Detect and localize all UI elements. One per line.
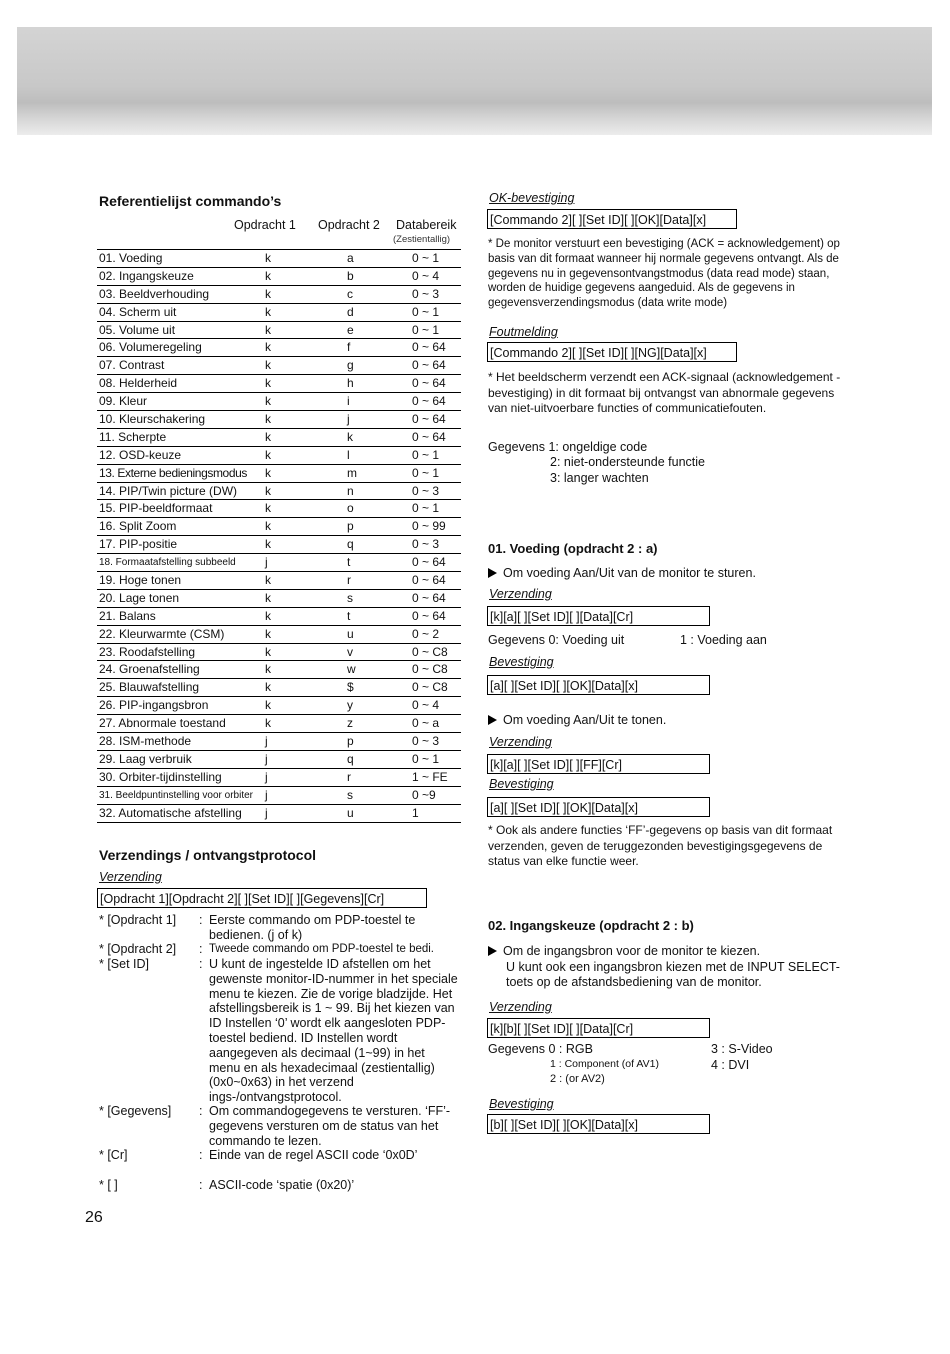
opdracht-2-value: u [347,805,354,820]
table-row [97,697,461,715]
opdracht-1-value: k [265,698,271,713]
voeding-bullet-2: Om voeding Aan/Uit te tonen. [488,713,666,728]
header-databereik: Databereik [396,218,457,232]
ingang-g4: 4 : DVI [711,1058,750,1072]
ingang-bullet-1: Om de ingangsbron voor de monitor te kiezen. [488,944,760,959]
table-row [97,339,461,357]
table-row [97,554,461,572]
opdracht-1-value: k [265,716,271,731]
command-table [97,249,461,823]
note-colon: : [199,913,203,927]
voeding-verzending-label: Verzending [489,587,552,601]
opdracht-1-value: j [265,555,268,570]
range-value: 0 ~ 1 [412,751,440,766]
section-voeding-title: 01. Voeding (opdracht 2 : a) [488,541,658,556]
opdracht-2-value: q [347,751,354,766]
header-opdracht-1: Opdracht 1 [234,218,296,232]
voeding-verzending-label-2: Verzending [489,735,552,749]
table-row [97,518,461,536]
ingang-g1: 1 : Component (of AV1) [550,1058,659,1070]
opdracht-2-value: t [347,608,351,623]
command-name: 15. PIP-beeldformaat [99,501,213,516]
opdracht-1-value: j [265,805,268,820]
note-colon: : [199,942,203,956]
page-number: 26 [85,1209,103,1226]
table-row [97,447,461,465]
command-name: 18. Formaatafstelling subbeeld [99,557,236,569]
command-name: 22. Kleurwarmte (CSM) [99,626,225,641]
command-name: 17. PIP-positie [99,537,178,552]
ingang-verzending-label: Verzending [489,1000,552,1014]
err-note: * Het beeldscherm verzendt een ACK-signaal (acknowledgement - bevestiging) in dit formaat bij ontvangst van abnormale gegevens van niet-uitvoerbare functies of communicatiefouten. [488,370,841,415]
command-name: 05. Volume uit [99,322,176,337]
opdracht-1-value: k [265,573,271,588]
command-name: 11. Scherpte [99,429,167,444]
err-label: Foutmelding [489,325,558,339]
range-value: 0 ~ 2 [412,626,440,641]
voeding-bevestiging-label: Bevestiging [489,655,554,669]
command-name: 04. Scherm uit [99,304,177,319]
header-banner [17,27,932,135]
range-value: 0 ~ 64 [412,394,446,409]
command-name: 08. Helderheid [99,376,178,391]
opdracht-2-value: g [347,358,354,373]
err-box: [Commando 2][ ][Set ID][ ][NG][Data][x] [487,342,737,362]
opdracht-2-value: r [347,769,351,784]
opdracht-2-value: r [347,573,351,588]
table-row [97,322,461,340]
table-row [97,644,461,662]
opdracht-1-value: k [265,268,271,283]
range-value: 0 ~ 4 [412,268,440,283]
command-name: 10. Kleurschakering [99,412,206,427]
range-value: 0 ~ 1 [412,322,440,337]
opdracht-1-value: j [265,769,268,784]
range-value: 0 ~ 64 [412,412,446,427]
table-row [97,590,461,608]
range-value: 0 ~ a [412,716,440,731]
err-g2: 2: niet-ondersteunde functie [550,455,705,469]
table-row [97,500,461,518]
opdracht-2-value: o [347,501,354,516]
table-row [97,679,461,697]
command-name: 28. ISM-methode [99,734,192,749]
note-value: Tweede commando om PDP-toestel te bedi. [209,943,435,955]
opdracht-1-value: j [265,734,268,749]
range-value: 0 ~ 64 [412,608,446,623]
reference-list-title: Referentielijst commando’s [99,193,282,209]
opdracht-2-value: i [347,394,350,409]
range-value: 0 ~ 1 [412,465,440,480]
opdracht-2-value: c [347,286,353,301]
opdracht-2-value: y [347,698,353,713]
opdracht-2-value: z [347,716,353,731]
table-row [97,661,461,679]
opdracht-1-value: k [265,429,271,444]
note-colon: : [199,957,203,971]
section-ingangskeuze-title: 02. Ingangskeuze (opdracht 2 : b) [488,918,694,933]
table-row [97,787,461,805]
command-name: 06. Volumeregeling [99,340,202,355]
command-name: 16. Split Zoom [99,519,177,534]
range-value: 0 ~ 64 [412,590,446,605]
command-name: 25. Blauwafstelling [99,680,200,695]
voeding-g1: 1 : Voeding aan [680,633,767,647]
opdracht-2-value: p [347,734,354,749]
range-value: 0 ~ 64 [412,429,446,444]
arrow-icon [488,946,497,956]
note-colon: : [199,1148,203,1162]
opdracht-2-value: n [347,483,354,498]
opdracht-2-value: k [347,429,353,444]
table-row [97,357,461,375]
header-databereik-sub: (Zestientallig) [393,234,451,245]
opdracht-2-value: h [347,376,354,391]
protocol-box: [Opdracht 1][Opdracht 2][ ][Set ID][ ][Gegevens][Cr] [97,888,427,908]
range-value: 0 ~ 64 [412,376,446,391]
table-row [97,465,461,483]
command-name: 13. Externe bedieningsmodus [99,465,247,480]
table-row [97,751,461,769]
range-value: 0 ~ 1 [412,447,440,462]
opdracht-1-value: k [265,626,271,641]
command-name: 21. Balans [99,608,156,623]
opdracht-2-value: m [347,465,357,480]
opdracht-1-value: k [265,644,271,659]
opdracht-2-value: p [347,519,354,534]
command-name: 07. Contrast [99,358,165,373]
opdracht-1-value: k [265,590,271,605]
ok-box: [Commando 2][ ][Set ID][ ][OK][Data][x] [487,209,737,229]
range-value: 0 ~9 [412,787,436,802]
table-row [97,608,461,626]
opdracht-1-value: k [265,304,271,319]
note-value: Om commandogegevens te versturen. ‘FF’-gegevens versturen om de status van het commando te lezen. [209,1104,451,1148]
voeding-box-2: [a][ ][Set ID][ ][OK][Data][x] [487,675,710,695]
protocol-title: Verzendings / ontvangstprotocol [99,847,317,863]
table-row [97,375,461,393]
range-value: 1 ~ FE [412,769,448,784]
range-value: 0 ~ 64 [412,555,446,570]
range-value: 0 ~ 3 [412,537,440,552]
opdracht-2-value: s [347,787,353,802]
command-name: 29. Laag verbruik [99,751,192,766]
opdracht-1-value: k [265,251,271,265]
arrow-icon [488,715,497,725]
note-key: * [ ] [99,1178,118,1192]
range-value: 0 ~ C8 [412,644,448,659]
opdracht-1-value: k [265,394,271,409]
command-name: 27. Abnormale toestand [99,716,226,731]
range-value: 0 ~ 4 [412,698,440,713]
opdracht-2-value: b [347,268,354,283]
opdracht-2-value: t [347,555,351,570]
voeding-box-1: [k][a][ ][Set ID][ ][Data][Cr] [487,606,710,626]
opdracht-2-value: l [347,447,350,462]
note-key: * [Opdracht 2] [99,942,177,956]
range-value: 0 ~ 3 [412,286,440,301]
table-row [97,715,461,733]
ingang-g0: Gegevens 0 : RGB [488,1042,593,1056]
note-key: * [Opdracht 1] [99,913,177,927]
opdracht-1-value: k [265,376,271,391]
opdracht-2-value: u [347,626,354,641]
range-value: 0 ~ 1 [412,251,440,265]
command-name: 26. PIP-ingangsbron [99,698,209,713]
opdracht-1-value: k [265,340,271,355]
command-name: 20. Lage tonen [99,590,180,605]
arrow-icon [488,568,497,578]
table-row [97,411,461,429]
table-row [97,769,461,787]
table-row [97,733,461,751]
command-name: 09. Kleur [99,394,148,409]
err-g1: Gegevens 1: ongeldige code [488,440,648,454]
header-opdracht-2: Opdracht 2 [318,218,380,232]
command-name: 30. Orbiter-tijdinstelling [99,769,222,784]
opdracht-1-value: k [265,519,271,534]
opdracht-1-value: k [265,447,271,462]
table-row [97,286,461,304]
verzending-label: Verzending [99,870,162,884]
table-row [97,626,461,644]
table-row [97,483,461,501]
voeding-box-4: [a][ ][Set ID][ ][OK][Data][x] [487,797,710,817]
command-name: 02. Ingangskeuze [99,268,194,283]
opdracht-1-value: j [265,751,268,766]
opdracht-1-value: k [265,662,271,677]
ingang-g2: 2 : (or AV2) [550,1073,605,1085]
opdracht-1-value: k [265,465,271,480]
range-value: 1 [412,805,419,820]
note-key: * [Cr] [99,1148,128,1162]
table-row [97,268,461,286]
note-value: ASCII-code ‘spatie (0x20)’ [209,1178,355,1192]
command-name: 03. Beeldverhouding [99,286,210,301]
voeding-g0: Gegevens 0: Voeding uit [488,633,625,647]
ingang-box-2: [b][ ][Set ID][ ][OK][Data][x] [487,1114,710,1134]
command-name: 32. Automatische afstelling [99,805,242,820]
opdracht-1-value: k [265,483,271,498]
ingang-bevestiging-label: Bevestiging [489,1097,554,1111]
table-row [97,805,461,823]
range-value: 0 ~ 1 [412,304,440,319]
note-colon: : [199,1104,203,1118]
command-name: 01. Voeding [99,251,163,265]
opdracht-1-value: k [265,501,271,516]
opdracht-2-value: e [347,322,354,337]
command-name: 12. OSD-keuze [99,447,182,462]
opdracht-2-value: a [347,251,354,265]
table-row [97,250,461,268]
opdracht-1-value: k [265,680,271,695]
note-key: * [Gegevens] [99,1104,172,1118]
opdracht-2-value: v [347,644,353,659]
ok-note: * De monitor verstuurt een bevestiging (ACK = acknowledgement) op basis van dit formaat wanneer hij normale gegevens ontvangt. Als de gegevens nu in gegevensontvangstmodus (data read mode) staan, worden de huidige gegevens aangeduid. Als de gegevens in gegevensverzendingsmodus (data write mode) [488,238,840,310]
note-value: Einde van de regel ASCII code ‘0x0D’ [209,1148,418,1162]
voeding-bevestiging-label-2: Bevestiging [489,777,554,791]
err-g3: 3: langer wachten [550,471,649,485]
ok-label: OK-bevestiging [489,191,575,205]
opdracht-2-value: q [347,537,354,552]
voeding-bullet-1: Om voeding Aan/Uit van de monitor te sturen. [488,566,756,581]
opdracht-1-value: k [265,358,271,373]
opdracht-1-value: j [265,787,268,802]
command-name: 23. Roodafstelling [99,644,196,659]
table-row [97,536,461,554]
opdracht-2-value: d [347,304,354,319]
opdracht-2-value: s [347,590,353,605]
range-value: 0 ~ 3 [412,483,440,498]
range-value: 0 ~ 99 [412,519,446,534]
note-key: * [Set ID] [99,957,150,971]
ingang-g3: 3 : S-Video [711,1042,773,1056]
range-value: 0 ~ 3 [412,734,440,749]
opdracht-1-value: k [265,608,271,623]
table-row [97,429,461,447]
table-row [97,572,461,590]
opdracht-2-value: $ [347,680,354,695]
command-name: 14. PIP/Twin picture (DW) [99,483,238,498]
ingang-bullet-1b: U kunt ook een ingangsbron kiezen met de INPUT SELECT-toets op de afstandsbediening van de monitor. [506,960,840,989]
note-value: Eerste commando om PDP-toestel te bedienen. (j of k) [209,913,416,942]
note-value: U kunt de ingestelde ID afstellen om het gewenste monitor-ID-nummer in het speciale menu te kiezen. Zie de vorige bladzijde. Het afstellingsbereik is 1 ~ 99. Bij het kiezen van ID Instellen ‘0’ wordt elk aangesloten PDP-toestel bediend. ID Instellen wordt aangegeven als decimaal (1~99) in het menu en als hexadecimaal (zestientallig) (0x0~0x63) in het verzend ings-/ontvangstprotocol. [209,957,458,1105]
opdracht-2-value: j [347,412,350,427]
opdracht-2-value: f [347,340,351,355]
voeding-note: * Ook als andere functies ‘FF’-gegevens op basis van dit formaat verzenden, geven de teruggezonden bevestigingsgegevens de status van elke functie weer. [488,823,833,868]
note-colon: : [199,1178,203,1192]
range-value: 0 ~ 1 [412,501,440,516]
opdracht-1-value: k [265,322,271,337]
command-name: 19. Hoge tonen [99,573,182,588]
opdracht-1-value: k [265,412,271,427]
opdracht-1-value: k [265,286,271,301]
table-row [97,304,461,322]
range-value: 0 ~ 64 [412,358,446,373]
ingang-box-1: [k][b][ ][Set ID][ ][Data][Cr] [487,1018,710,1038]
range-value: 0 ~ 64 [412,573,446,588]
voeding-box-3: [k][a][ ][Set ID][ ][FF][Cr] [487,754,710,774]
command-name: 24. Groenafstelling [99,662,200,677]
opdracht-1-value: k [265,537,271,552]
range-value: 0 ~ C8 [412,680,448,695]
opdracht-2-value: w [347,662,356,677]
command-name: 31. Beeldpuntinstelling voor orbiter [99,789,253,801]
table-row [97,393,461,411]
range-value: 0 ~ 64 [412,340,446,355]
range-value: 0 ~ C8 [412,662,448,677]
